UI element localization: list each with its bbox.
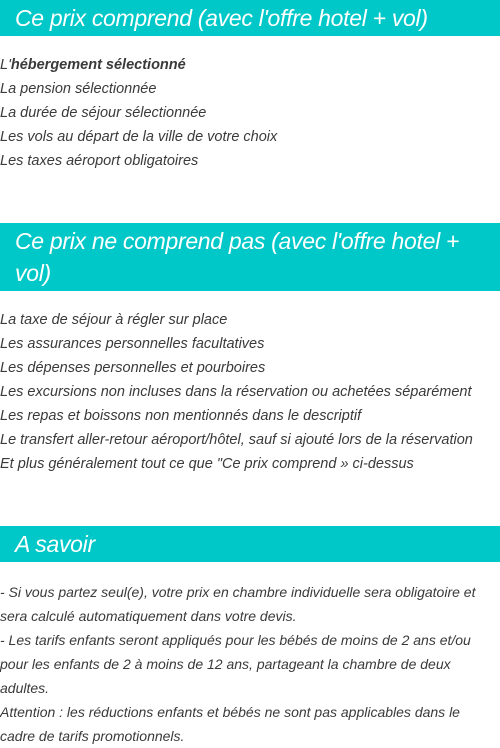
section-header-included bbox=[0, 0, 500, 36]
list-item: Et plus généralement tout ce que "Ce prix comprend » ci-dessus bbox=[0, 456, 414, 472]
list-item: Les taxes aéroport obligatoires bbox=[0, 153, 199, 169]
list-item: Le transfert aller-retour aéroport/hôtel, sauf si ajouté lors de la réservation bbox=[0, 432, 473, 448]
not-included-list bbox=[0, 308, 473, 476]
list-item: Les dépenses personnelles et pourboires bbox=[0, 360, 266, 376]
list-item bbox=[0, 53, 277, 77]
list-item: Les assurances personnelles facultatives bbox=[0, 336, 265, 352]
list-item: Les excursions non incluses dans la réservation ou achetées séparément bbox=[0, 384, 472, 400]
paragraph: - Si vous partez seul(e), votre prix en chambre individuelle sera obligatoire et sera calculé automatiquement dans votre devis. bbox=[0, 584, 476, 624]
list-item-prefix: L' bbox=[0, 57, 11, 73]
list-item: Les vols au départ de la ville de votre choix bbox=[0, 129, 278, 145]
list-item: La durée de séjour sélectionnée bbox=[0, 105, 207, 121]
paragraph: - Les tarifs enfants seront appliqués pour les bébés de moins de 2 ans et/ou pour les enfants de 2 à moins de 12 ans, partageant la chambre de deux adultes. bbox=[0, 632, 471, 696]
section-title: A savoir bbox=[15, 531, 95, 557]
paragraph: Attention : les réductions enfants et bébés ne sont pas applicables dans le cadre de tarifs promotionnels. bbox=[0, 704, 460, 744]
included-list bbox=[0, 53, 277, 173]
list-item: La taxe de séjour à régler sur place bbox=[0, 312, 228, 328]
list-item: Les repas et boissons non mentionnés dans le descriptif bbox=[0, 408, 362, 424]
list-item-bold: hébergement sélectionné bbox=[10, 57, 186, 73]
section-title: Ce prix ne comprend pas (avec l'offre hotel + vol) bbox=[15, 228, 460, 286]
section-title: Ce prix comprend (avec l'offre hotel + vol) bbox=[15, 5, 428, 31]
section-header-not-included bbox=[0, 223, 500, 291]
good-to-know-text bbox=[0, 580, 500, 748]
list-item: La pension sélectionnée bbox=[0, 81, 157, 97]
section-header-good-to-know bbox=[0, 526, 500, 562]
